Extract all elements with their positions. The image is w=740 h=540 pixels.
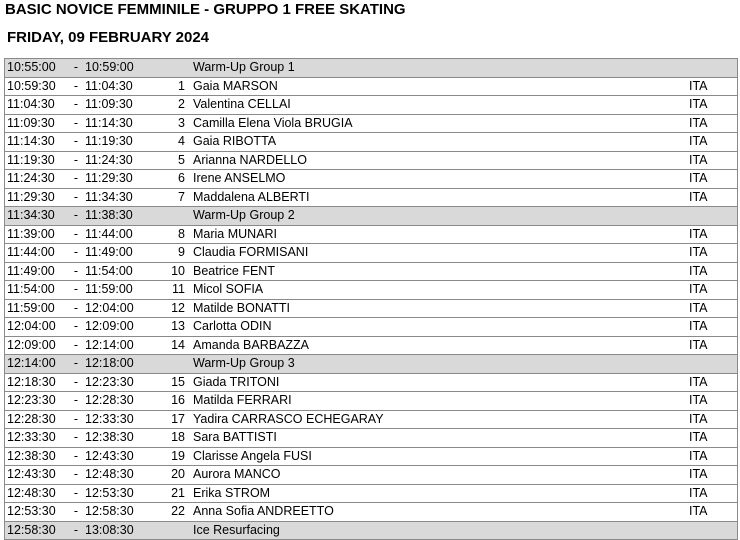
time-separator: - [67, 503, 85, 522]
end-time: 11:29:30 [85, 170, 147, 189]
entry-name: Micol SOFIA [193, 281, 689, 300]
start-number [147, 207, 193, 226]
start-number: 16 [147, 392, 193, 411]
time-separator: - [67, 114, 85, 133]
table-row [5, 133, 738, 152]
start-time: 11:39:00 [5, 225, 68, 244]
time-separator: - [67, 281, 85, 300]
end-time: 12:38:30 [85, 429, 147, 448]
end-time: 11:19:30 [85, 133, 147, 152]
start-number: 15 [147, 373, 193, 392]
start-time: 11:19:30 [5, 151, 68, 170]
time-separator: - [67, 207, 85, 226]
entry-name: Sara BATTISTI [193, 429, 689, 448]
nation-code: ITA [689, 373, 738, 392]
time-separator: - [67, 244, 85, 263]
end-time: 11:44:00 [85, 225, 147, 244]
table-row [5, 225, 738, 244]
time-separator: - [67, 77, 85, 96]
group-row [5, 355, 738, 374]
entry-name: Anna Sofia ANDREETTO [193, 503, 689, 522]
table-row [5, 392, 738, 411]
entry-name: Warm-Up Group 1 [193, 59, 689, 78]
table-row [5, 281, 738, 300]
time-separator: - [67, 170, 85, 189]
nation-code: ITA [689, 336, 738, 355]
entry-name: Gaia MARSON [193, 77, 689, 96]
end-time: 12:18:00 [85, 355, 147, 374]
start-number: 1 [147, 77, 193, 96]
time-separator: - [67, 484, 85, 503]
start-time: 10:55:00 [5, 59, 68, 78]
start-time: 12:14:00 [5, 355, 68, 374]
table-row [5, 318, 738, 337]
nation-code: ITA [689, 466, 738, 485]
start-time: 10:59:30 [5, 77, 68, 96]
start-number: 7 [147, 188, 193, 207]
nation-code: ITA [689, 299, 738, 318]
table-row [5, 170, 738, 189]
entry-name: Ice Resurfacing [193, 521, 689, 540]
time-separator: - [67, 318, 85, 337]
entry-name: Beatrice FENT [193, 262, 689, 281]
start-time: 12:18:30 [5, 373, 68, 392]
start-number: 9 [147, 244, 193, 263]
end-time: 12:58:30 [85, 503, 147, 522]
end-time: 12:09:00 [85, 318, 147, 337]
start-number: 8 [147, 225, 193, 244]
start-time: 12:09:00 [5, 336, 68, 355]
start-time: 12:58:30 [5, 521, 68, 540]
start-number: 19 [147, 447, 193, 466]
table-row [5, 151, 738, 170]
end-time: 11:54:00 [85, 262, 147, 281]
time-separator: - [67, 447, 85, 466]
table-row [5, 466, 738, 485]
end-time: 12:43:30 [85, 447, 147, 466]
start-time: 11:04:30 [5, 96, 68, 115]
entry-name: Warm-Up Group 2 [193, 207, 689, 226]
end-time: 12:14:00 [85, 336, 147, 355]
end-time: 12:04:00 [85, 299, 147, 318]
start-number: 11 [147, 281, 193, 300]
end-time: 11:49:00 [85, 244, 147, 263]
table-row [5, 503, 738, 522]
start-number [147, 521, 193, 540]
start-number: 22 [147, 503, 193, 522]
entry-name: Matilde BONATTI [193, 299, 689, 318]
start-time: 11:49:00 [5, 262, 68, 281]
schedule-table [4, 58, 738, 540]
nation-code: ITA [689, 281, 738, 300]
start-number [147, 59, 193, 78]
time-separator: - [67, 59, 85, 78]
entry-name: Warm-Up Group 3 [193, 355, 689, 374]
end-time: 13:08:30 [85, 521, 147, 540]
table-row [5, 262, 738, 281]
time-separator: - [67, 336, 85, 355]
table-row [5, 244, 738, 263]
nation-code: ITA [689, 410, 738, 429]
start-number: 12 [147, 299, 193, 318]
entry-name: Giada TRITONI [193, 373, 689, 392]
table-row [5, 429, 738, 448]
end-time: 11:24:30 [85, 151, 147, 170]
time-separator: - [67, 151, 85, 170]
nation-code [689, 521, 738, 540]
time-separator: - [67, 262, 85, 281]
end-time: 10:59:00 [85, 59, 147, 78]
start-time: 11:34:30 [5, 207, 68, 226]
time-separator: - [67, 225, 85, 244]
nation-code [689, 207, 738, 226]
start-number: 17 [147, 410, 193, 429]
start-number: 6 [147, 170, 193, 189]
entry-name: Amanda BARBAZZA [193, 336, 689, 355]
event-date: FRIDAY, 09 FEBRUARY 2024 [7, 29, 210, 46]
entry-name: Yadira CARRASCO ECHEGARAY [193, 410, 689, 429]
end-time: 12:33:30 [85, 410, 147, 429]
entry-name: Claudia FORMISANI [193, 244, 689, 263]
time-separator: - [67, 188, 85, 207]
end-time: 12:48:30 [85, 466, 147, 485]
time-separator: - [67, 429, 85, 448]
start-number: 14 [147, 336, 193, 355]
start-time: 12:28:30 [5, 410, 68, 429]
start-time: 11:09:30 [5, 114, 68, 133]
start-number: 3 [147, 114, 193, 133]
time-separator: - [67, 96, 85, 115]
nation-code: ITA [689, 503, 738, 522]
nation-code: ITA [689, 484, 738, 503]
start-time: 11:59:00 [5, 299, 68, 318]
start-time: 11:54:00 [5, 281, 68, 300]
nation-code: ITA [689, 170, 738, 189]
entry-name: Erika STROM [193, 484, 689, 503]
table-row [5, 96, 738, 115]
start-time: 12:23:30 [5, 392, 68, 411]
nation-code: ITA [689, 244, 738, 263]
start-time: 11:29:30 [5, 188, 68, 207]
document-title: BASIC NOVICE FEMMINILE - GRUPPO 1 FREE SKATING [5, 1, 406, 18]
nation-code: ITA [689, 188, 738, 207]
start-number: 20 [147, 466, 193, 485]
group-row [5, 521, 738, 540]
nation-code: ITA [689, 114, 738, 133]
start-number: 4 [147, 133, 193, 152]
time-separator: - [67, 133, 85, 152]
start-time: 12:38:30 [5, 447, 68, 466]
entry-name: Arianna NARDELLO [193, 151, 689, 170]
entry-name: Gaia RIBOTTA [193, 133, 689, 152]
entry-name: Irene ANSELMO [193, 170, 689, 189]
nation-code [689, 355, 738, 374]
start-time: 12:43:30 [5, 466, 68, 485]
start-time: 12:04:00 [5, 318, 68, 337]
end-time: 12:53:30 [85, 484, 147, 503]
entry-name: Clarisse Angela FUSI [193, 447, 689, 466]
end-time: 12:28:30 [85, 392, 147, 411]
table-row [5, 114, 738, 133]
nation-code: ITA [689, 318, 738, 337]
end-time: 11:34:30 [85, 188, 147, 207]
start-number: 5 [147, 151, 193, 170]
start-number: 10 [147, 262, 193, 281]
nation-code: ITA [689, 133, 738, 152]
time-separator: - [67, 466, 85, 485]
start-time: 12:48:30 [5, 484, 68, 503]
table-row [5, 77, 738, 96]
start-time: 11:14:30 [5, 133, 68, 152]
end-time: 12:23:30 [85, 373, 147, 392]
entry-name: Valentina CELLAI [193, 96, 689, 115]
nation-code: ITA [689, 429, 738, 448]
entry-name: Maria MUNARI [193, 225, 689, 244]
table-row [5, 188, 738, 207]
start-time: 12:53:30 [5, 503, 68, 522]
nation-code: ITA [689, 447, 738, 466]
time-separator: - [67, 355, 85, 374]
start-number: 13 [147, 318, 193, 337]
start-time: 11:44:00 [5, 244, 68, 263]
entry-name: Camilla Elena Viola BRUGIA [193, 114, 689, 133]
nation-code: ITA [689, 77, 738, 96]
time-separator: - [67, 410, 85, 429]
start-time: 11:24:30 [5, 170, 68, 189]
table-row [5, 447, 738, 466]
end-time: 11:59:00 [85, 281, 147, 300]
end-time: 11:09:30 [85, 96, 147, 115]
start-time: 12:33:30 [5, 429, 68, 448]
table-row [5, 336, 738, 355]
time-separator: - [67, 521, 85, 540]
table-row [5, 299, 738, 318]
start-number: 2 [147, 96, 193, 115]
nation-code [689, 59, 738, 78]
schedule-body [5, 59, 738, 540]
nation-code: ITA [689, 392, 738, 411]
entry-name: Aurora MANCO [193, 466, 689, 485]
end-time: 11:38:30 [85, 207, 147, 226]
start-number: 21 [147, 484, 193, 503]
start-number: 18 [147, 429, 193, 448]
end-time: 11:14:30 [85, 114, 147, 133]
time-separator: - [67, 373, 85, 392]
time-separator: - [67, 392, 85, 411]
table-row [5, 410, 738, 429]
entry-name: Carlotta ODIN [193, 318, 689, 337]
group-row [5, 207, 738, 226]
group-row [5, 59, 738, 78]
end-time: 11:04:30 [85, 77, 147, 96]
nation-code: ITA [689, 96, 738, 115]
time-separator: - [67, 299, 85, 318]
entry-name: Maddalena ALBERTI [193, 188, 689, 207]
nation-code: ITA [689, 225, 738, 244]
table-row [5, 373, 738, 392]
nation-code: ITA [689, 151, 738, 170]
nation-code: ITA [689, 262, 738, 281]
entry-name: Matilda FERRARI [193, 392, 689, 411]
start-number [147, 355, 193, 374]
table-row [5, 484, 738, 503]
